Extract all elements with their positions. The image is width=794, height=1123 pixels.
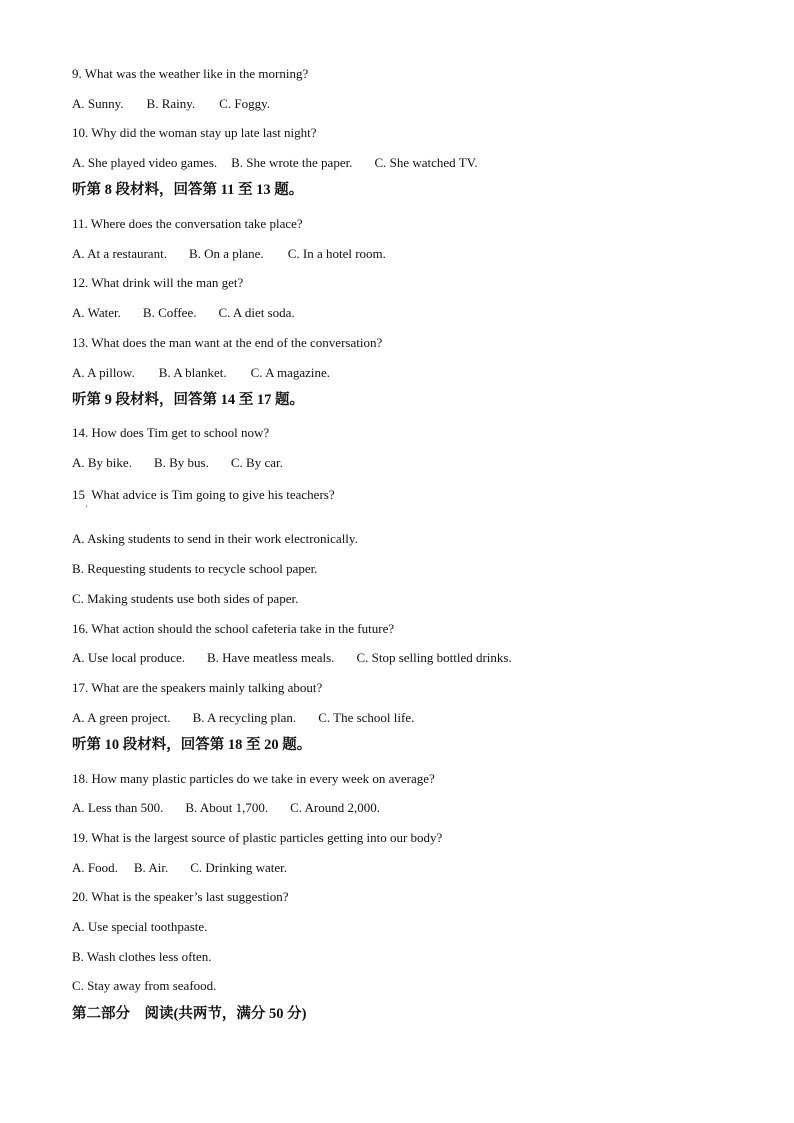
answer-option: B. Have meatless meals. <box>207 650 335 665</box>
answer-option: C. Foggy. <box>219 96 270 111</box>
question-text: 14. How does Tim get to school now? <box>72 425 270 440</box>
answer-option: C. Around 2,000. <box>290 800 380 815</box>
answer-option: C. A diet soda. <box>218 305 295 320</box>
answer-options <box>72 365 330 381</box>
answer-options <box>72 96 270 112</box>
question-text: 16. What action should the school cafeteria take in the future? <box>72 621 395 636</box>
section-heading: 第二部分 阅读(共两节，满分 50 分) <box>72 1006 307 1022</box>
question-text: 12. What drink will the man get? <box>72 275 244 290</box>
answer-option: B. Rainy. <box>146 96 196 111</box>
question-text: 10. Why did the woman stay up late last night? <box>72 125 317 140</box>
answer-option: A. She played video games. <box>72 155 218 170</box>
answer-option: B. Coffee. <box>142 305 197 320</box>
answer-option: B. About 1,700. <box>185 800 269 815</box>
answer-option: B. She wrote the paper. <box>231 155 353 170</box>
answer-option: A. A pillow. <box>72 365 135 380</box>
question-text: 15 What advice is Tim going to give his teachers? <box>72 487 335 502</box>
answer-option: A. Use local produce. <box>72 650 185 665</box>
answer-options <box>72 710 414 726</box>
answer-option: B. A recycling plan. <box>192 710 297 725</box>
section-heading: 听第 10 段材料，回答第 18 至 20 题。 <box>72 737 312 753</box>
question-text: B. Requesting students to recycle school paper. <box>72 561 318 576</box>
answer-options <box>72 155 478 171</box>
answer-option: B. Air. <box>133 860 169 875</box>
question-text: 18. How many plastic particles do we take in every week on average? <box>72 771 435 786</box>
answer-options <box>72 650 512 666</box>
question-text: 20. What is the speaker’s last suggestion? <box>72 889 289 904</box>
answer-option: C. Drinking water. <box>190 860 287 875</box>
answer-option: C. The school life. <box>318 710 415 725</box>
answer-option: A. By bike. <box>72 455 132 470</box>
question-text: 9. What was the weather like in the morning? <box>72 66 309 81</box>
answer-option: A. Less than 500. <box>72 800 164 815</box>
answer-options <box>72 860 287 876</box>
answer-option: C. She watched TV. <box>374 155 478 170</box>
answer-option: A. Water. <box>72 305 121 320</box>
question-text: A. Use special toothpaste. <box>72 919 208 934</box>
question-text: 19. What is the largest source of plastic particles getting into our body? <box>72 830 443 845</box>
answer-option: A. At a restaurant. <box>72 246 167 261</box>
question-text: 17. What are the speakers mainly talking about? <box>72 680 323 695</box>
question-text: 13. What does the man want at the end of the conversation? <box>72 335 383 350</box>
question-text: A. Asking students to send in their work electronically. <box>72 531 358 546</box>
answer-option: A. Sunny. <box>72 96 124 111</box>
answer-option: B. A blanket. <box>158 365 227 380</box>
stray-mark: ' <box>86 504 88 513</box>
section-heading: 听第 8 段材料，回答第 11 至 13 题。 <box>72 182 304 198</box>
question-text: C. Stay away from seafood. <box>72 978 217 993</box>
question-text: B. Wash clothes less often. <box>72 949 212 964</box>
answer-options <box>72 800 380 816</box>
answer-option: A. A green project. <box>72 710 171 725</box>
answer-option: C. By car. <box>230 455 283 470</box>
question-text: C. Making students use both sides of paper. <box>72 591 299 606</box>
answer-options <box>72 455 283 471</box>
answer-options <box>72 246 386 262</box>
answer-option: B. On a plane. <box>188 246 264 261</box>
answer-option: A. Food. <box>72 860 118 875</box>
answer-option: C. Stop selling bottled drinks. <box>356 650 512 665</box>
answer-options <box>72 305 295 321</box>
section-heading: 听第 9 段材料，回答第 14 至 17 题。 <box>72 392 304 408</box>
answer-option: C. In a hotel room. <box>287 246 386 261</box>
question-text: 11. Where does the conversation take place? <box>72 216 303 231</box>
answer-option: B. By bus. <box>153 455 209 470</box>
answer-option: C. A magazine. <box>250 365 331 380</box>
